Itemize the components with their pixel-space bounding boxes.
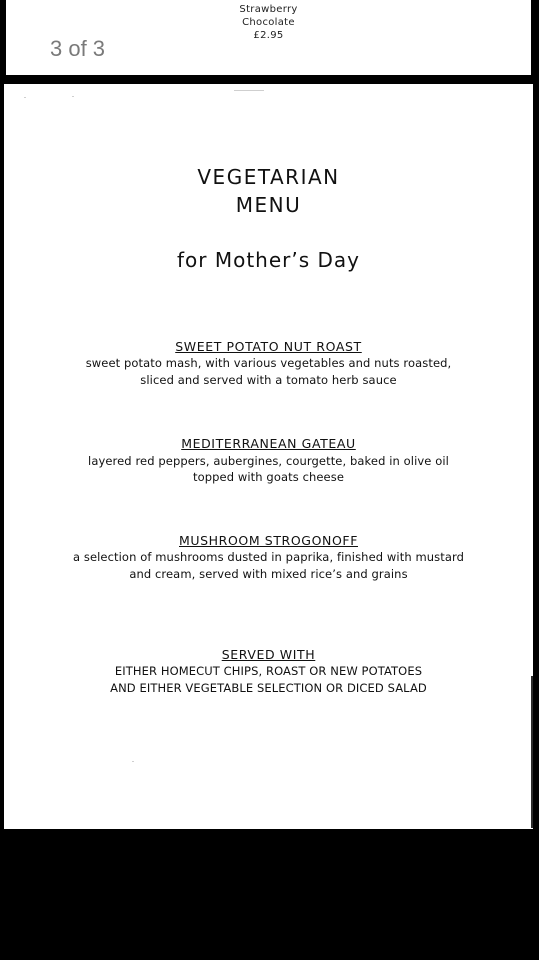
previous-page-line: £2.95 [253, 30, 284, 41]
scan-speck [24, 97, 26, 98]
served-with-line: AND EITHER VEGETABLE SELECTION OR DICED SALAD [110, 681, 427, 695]
menu-title-line2: MENU [235, 193, 302, 217]
previous-page-line: Chocolate [242, 17, 295, 28]
menu-subtitle: for Mother’s Day [176, 248, 361, 272]
menu-title-line1: VEGETARIAN [197, 165, 340, 189]
dish-description: a selection of mushrooms dusted in paprika, finished with mustard [72, 550, 465, 564]
page-divider [6, 75, 531, 84]
dish-description: sliced and served with a tomato herb sauce [140, 373, 397, 387]
dish-description: layered red peppers, aubergines, courgette, baked in olive oil [88, 454, 449, 468]
page-counter: 3 of 3 [50, 36, 106, 61]
served-with-heading: SERVED WITH [221, 647, 316, 662]
dish-heading: MEDITERRANEAN GATEAU [181, 436, 356, 451]
previous-page [6, 0, 531, 75]
scan-speck [132, 761, 134, 762]
scan-speck [72, 96, 74, 97]
dish-description: and cream, served with mixed rice’s and grains [129, 567, 408, 581]
menu-page[interactable] [4, 84, 533, 829]
dish-description: sweet potato mash, with various vegetables and nuts roasted, [85, 356, 452, 370]
scroll-indicator[interactable] [531, 676, 533, 828]
dish-description: topped with goats cheese [193, 470, 344, 484]
bottom-black-area [0, 829, 539, 960]
served-with-line: EITHER HOMECUT CHIPS, ROAST OR NEW POTATOES [114, 664, 423, 678]
scan-speck [234, 90, 264, 91]
dish-heading: MUSHROOM STROGONOFF [179, 533, 358, 548]
dish-heading: SWEET POTATO NUT ROAST [175, 339, 362, 354]
previous-page-line: Strawberry [239, 4, 298, 15]
